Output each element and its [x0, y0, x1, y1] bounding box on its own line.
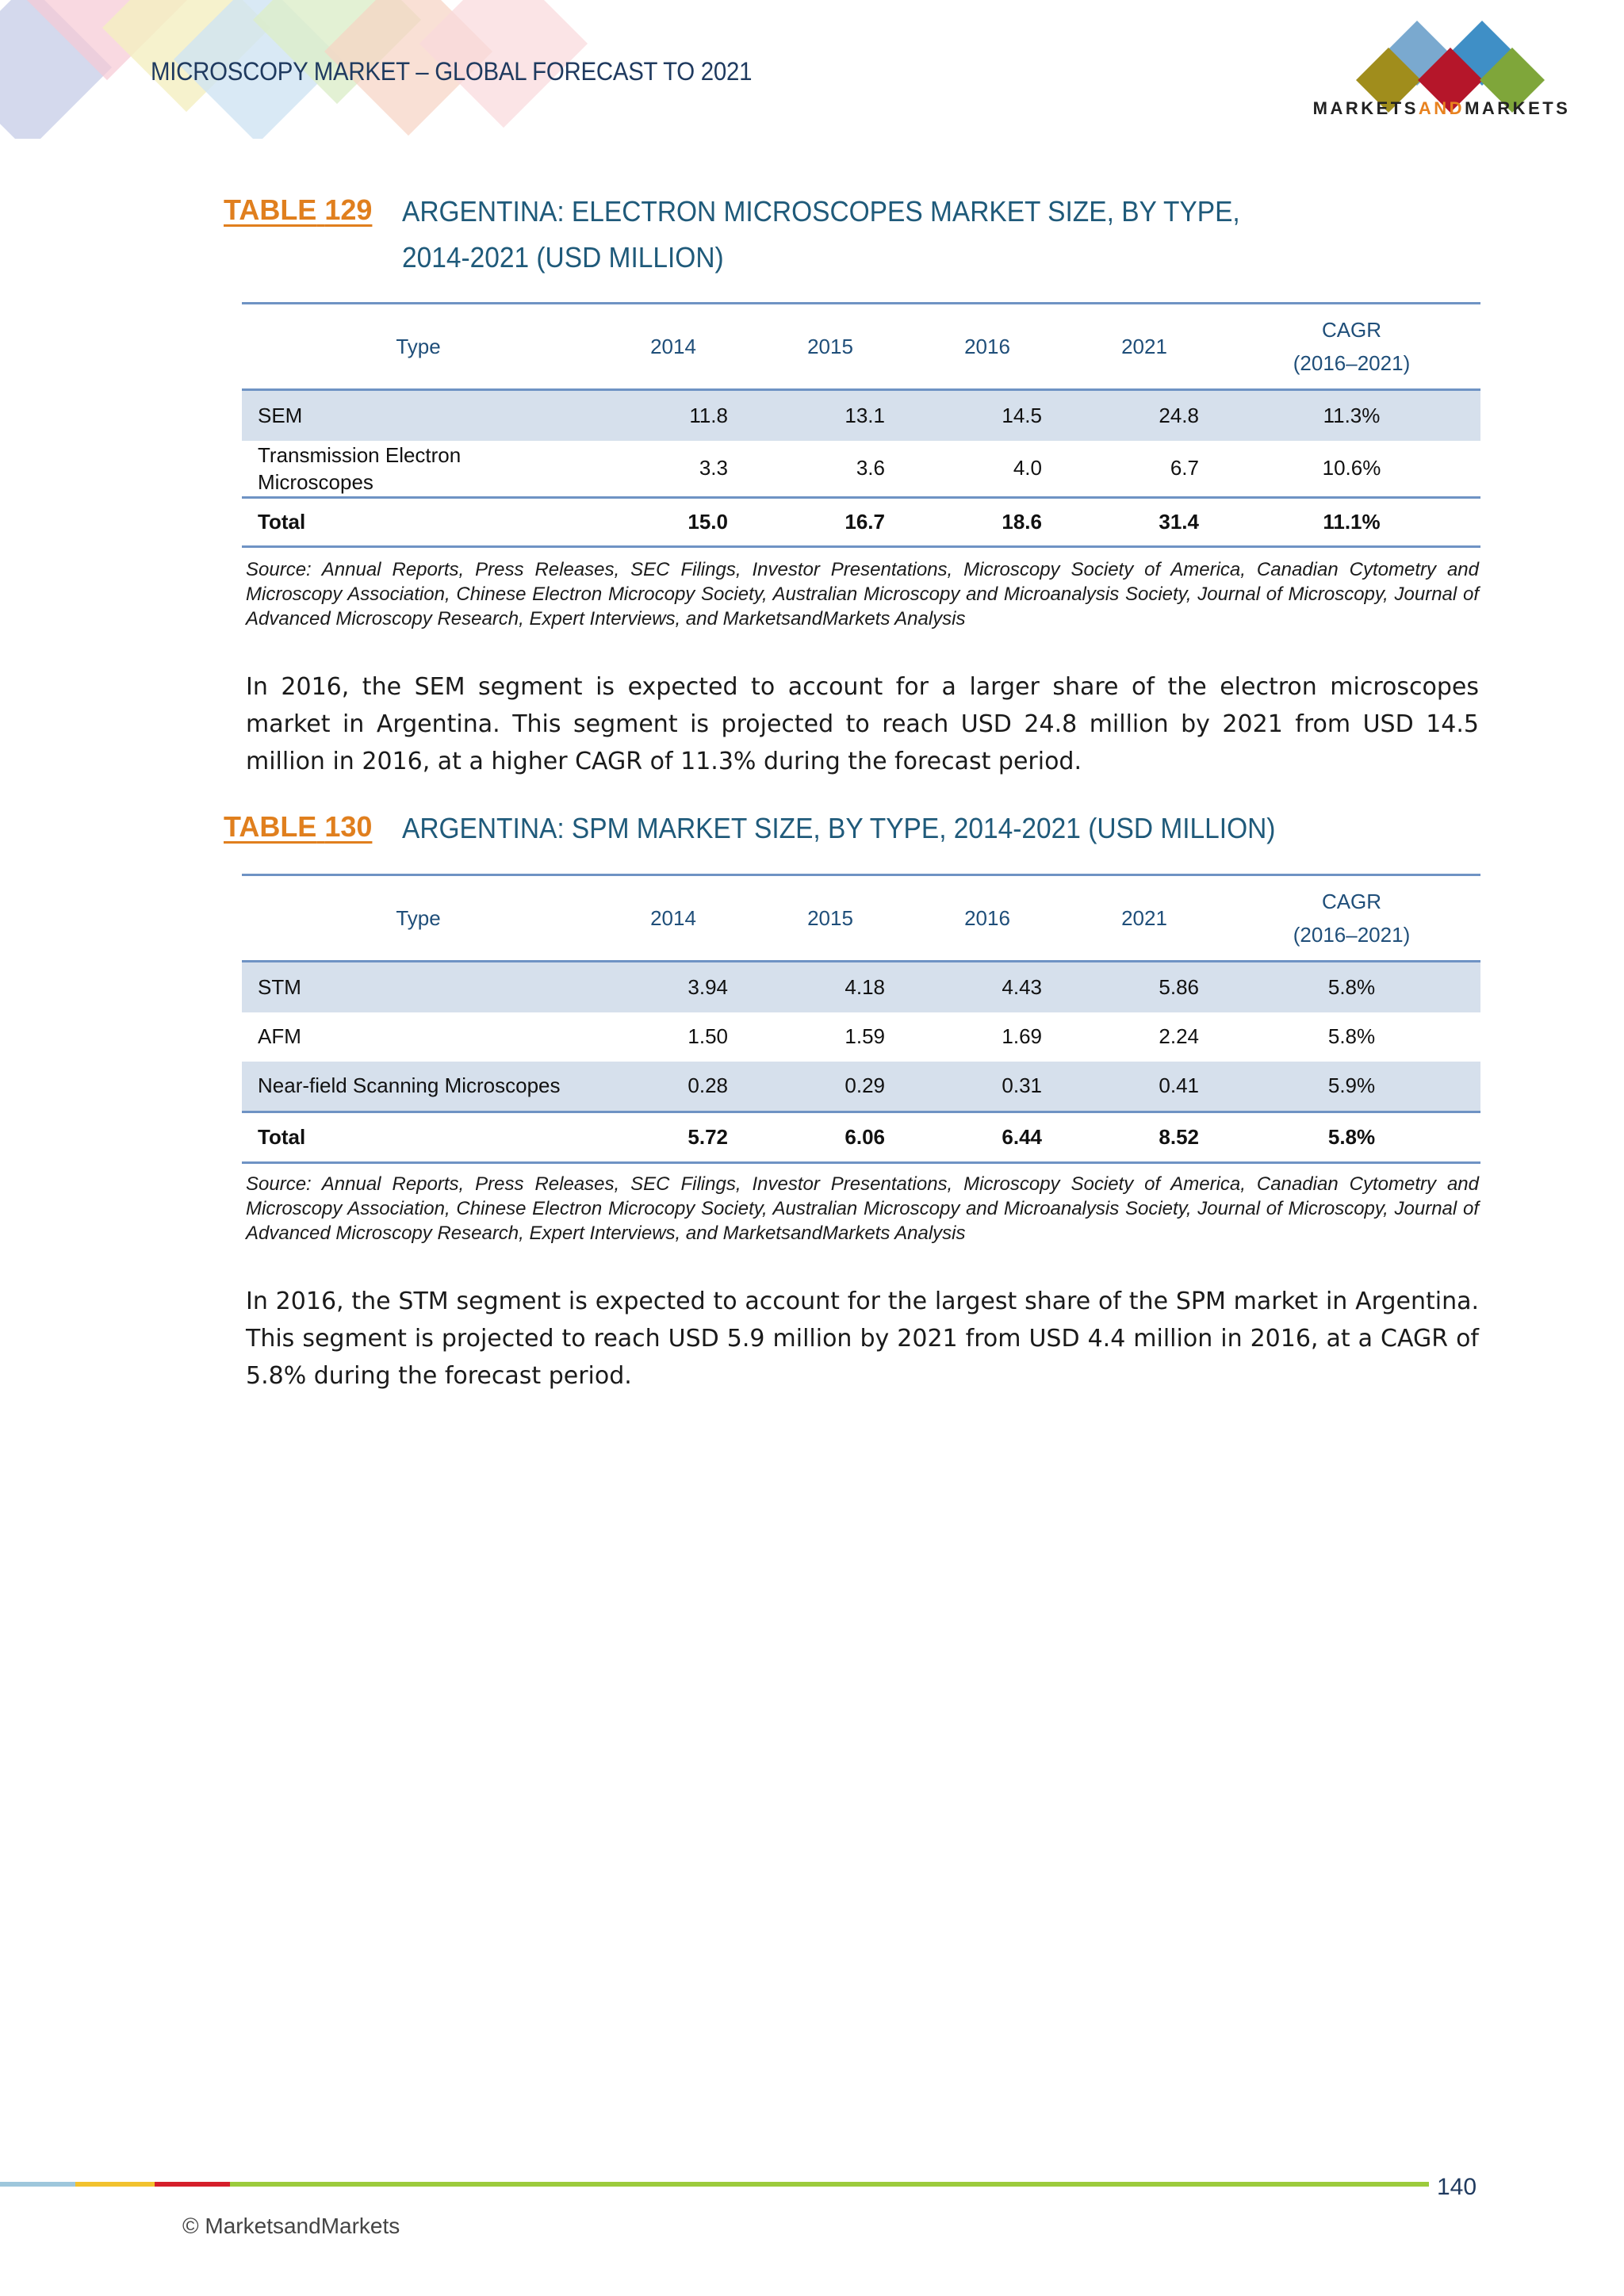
cell-2015: 4.18 — [752, 962, 909, 1012]
cell-2016: 1.69 — [1002, 1024, 1042, 1048]
cell-2021: 2.24 — [1159, 1024, 1199, 1048]
table-row — [242, 390, 1480, 441]
table-total-row — [242, 498, 1480, 547]
cell-2015: 3.6 — [856, 456, 885, 480]
cell-2021: 24.8 — [1066, 390, 1223, 441]
footer-bar-segment — [75, 2182, 155, 2187]
cell-2021: 0.41 — [1066, 1062, 1223, 1112]
cell-cagr: 5.8% — [1327, 1024, 1376, 1048]
footer-bar-segment — [0, 2182, 75, 2187]
cell-2015: 1.59 — [845, 1024, 885, 1048]
page-number: 140 — [1437, 2174, 1477, 2200]
table-130-paragraph: In 2016, the STM segment is expected to account for the largest share of the SPM market in Argentina. This segment is projected to reach USD 5.9 million by 2021 from USD 4.4 million in 2016, at a CAGR of 5.8% during the forecast period. — [246, 1288, 1479, 1390]
row-name: Total — [242, 1112, 595, 1163]
cell-2015: 13.1 — [752, 390, 909, 441]
cell-cagr: 10.6% — [1322, 456, 1381, 480]
table-row — [242, 441, 1480, 498]
cell-2014: 15.0 — [595, 498, 752, 547]
col-header-2014: 2014 — [595, 875, 752, 962]
row-name: SEM — [242, 390, 595, 441]
col-header-type: Type — [242, 304, 595, 390]
row-name: STM — [242, 962, 595, 1012]
cell-2014: 0.28 — [595, 1062, 752, 1112]
cell-2016: 4.0 — [1013, 456, 1042, 480]
footer-bar-segment — [230, 2182, 1429, 2187]
col-header-2015: 2015 — [752, 875, 909, 962]
table-129-header-row — [242, 304, 1480, 390]
cell-cagr: 5.8% — [1223, 1112, 1480, 1163]
document-header-title: MICROSCOPY MARKET – GLOBAL FORECAST TO 2021 — [151, 57, 753, 86]
cell-2015: 6.06 — [752, 1112, 909, 1163]
col-header-2015: 2015 — [752, 304, 909, 390]
table-130 — [242, 874, 1480, 1164]
row-name: Total — [242, 498, 595, 547]
cell-cagr: 5.8% — [1223, 962, 1480, 1012]
col-header-cagr: CAGR (2016–2021) — [1223, 304, 1480, 390]
cell-2014: 3.94 — [595, 962, 752, 1012]
row-name: Transmission Electron Microscopes — [258, 442, 462, 494]
table-129-source: Source: Annual Reports, Press Releases, SEC Filings, Investor Presentations, Microscopy Society of America, Canadian Cytometry and Microscopy Association, Chinese Electron Microcopy Society, Australian Microscopy and Microanalysis Society, Journal of Microscopy, Journal of Advanced Microscopy Research, Expert Interviews, and MarketsandMarkets Analysis — [246, 559, 1479, 629]
cell-2014: 5.72 — [595, 1112, 752, 1163]
copyright-notice: © MarketsandMarkets — [182, 2214, 400, 2238]
row-name: AFM — [258, 1024, 301, 1048]
cell-2016: 18.6 — [909, 498, 1066, 547]
table-130-source: Source: Annual Reports, Press Releases, SEC Filings, Investor Presentations, Microscopy Society of America, Canadian Cytometry and Microscopy Association, Chinese Electron Microcopy Society, Australian Microscopy and Microanalysis Society, Journal of Microscopy, Journal of Advanced Microscopy Research, Expert Interviews, and MarketsandMarkets Analysis — [246, 1173, 1479, 1244]
cell-2015: 16.7 — [752, 498, 909, 547]
cell-2016: 14.5 — [909, 390, 1066, 441]
cell-cagr: 11.1% — [1223, 498, 1480, 547]
cell-2016: 0.31 — [909, 1062, 1066, 1112]
cell-2021: 31.4 — [1066, 498, 1223, 547]
table-129-title — [224, 193, 1240, 274]
cell-2015: 0.29 — [752, 1062, 909, 1112]
table-129-heading: ARGENTINA: ELECTRON MICROSCOPES MARKET SIZE, BY TYPE, 2014-2021 (USD MILLION) — [402, 195, 1240, 274]
col-header-2016: 2016 — [909, 304, 1066, 390]
cell-2016: 6.44 — [909, 1112, 1066, 1163]
logo-wordmark: MARKETSANDMARKETS — [1312, 98, 1571, 118]
table-row — [242, 1012, 1480, 1062]
table-row — [242, 962, 1480, 1012]
footer-bar-segment — [155, 2182, 230, 2187]
table-130-label: TABLE 130 — [224, 810, 373, 843]
row-name: Near-field Scanning Microscopes — [242, 1062, 595, 1112]
col-header-2021: 2021 — [1066, 875, 1223, 962]
table-row — [242, 1062, 1480, 1112]
col-header-2021: 2021 — [1066, 304, 1223, 390]
col-header-cagr: CAGR (2016–2021) — [1223, 875, 1480, 962]
table-total-row — [242, 1112, 1480, 1163]
marketsandmarkets-logo — [1293, 16, 1586, 119]
cell-2021: 5.86 — [1066, 962, 1223, 1012]
col-header-2016: 2016 — [909, 875, 1066, 962]
table-129-paragraph: In 2016, the SEM segment is expected to account for a larger share of the electron microscopes market in Argentina. This segment is projected to reach USD 24.8 million by 2021 from USD 14.5 million in 2016, at a higher CAGR of 11.3% during the forecast period. — [246, 673, 1479, 775]
table-130-title — [224, 810, 1276, 844]
table-130-heading: ARGENTINA: SPM MARKET SIZE, BY TYPE, 2014-2021 (USD MILLION) — [402, 812, 1276, 844]
table-129 — [242, 302, 1480, 548]
cell-2021: 6.7 — [1170, 456, 1199, 480]
cell-2021: 8.52 — [1066, 1112, 1223, 1163]
cell-2014: 11.8 — [595, 390, 752, 441]
col-header-type: Type — [242, 875, 595, 962]
col-header-2014: 2014 — [595, 304, 752, 390]
cell-2014: 3.3 — [699, 456, 728, 480]
cell-cagr: 5.9% — [1223, 1062, 1480, 1112]
cell-2014: 1.50 — [688, 1024, 728, 1048]
cell-2016: 4.43 — [909, 962, 1066, 1012]
table-129-label: TABLE 129 — [224, 193, 373, 226]
table-130-header-row — [242, 875, 1480, 962]
cell-cagr: 11.3% — [1223, 390, 1480, 441]
